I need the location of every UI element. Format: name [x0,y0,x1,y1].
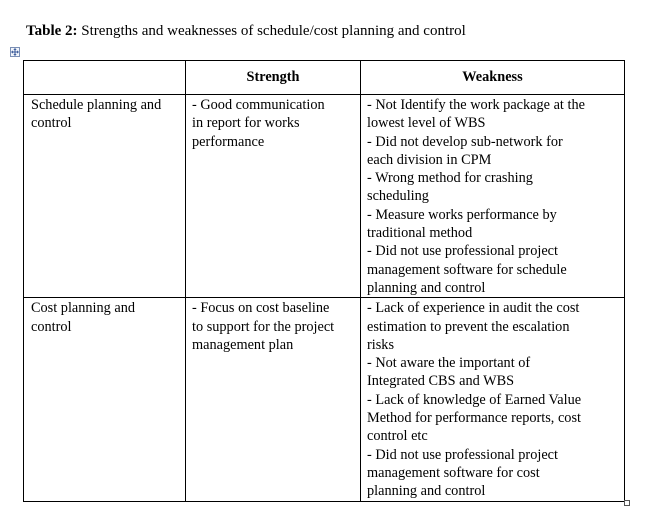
cell-line: scheduling [367,188,429,205]
cell-line: Integrated CBS and WBS [367,373,515,390]
table-row [24,298,625,501]
cell-line: management software for cost [367,464,540,481]
cell-line: - Good communication [192,97,325,113]
cell-line: in report for works [192,115,300,132]
cell-line: - Did not use professional project [367,446,558,463]
cell-line: traditional method [367,225,473,242]
cell-line: - Focus on cost baseline [192,300,330,317]
caption-label: Table 2: [26,23,78,39]
cell-line: - Lack of knowledge of Earned Value [367,391,582,408]
table-caption [26,22,466,40]
cell-line: planning and control [367,279,486,296]
caption-text: Strengths and weaknesses of schedule/cost planning and control [77,23,466,39]
cell-line: planning and control [367,483,486,500]
cell-line: performance [192,133,265,150]
table-row [24,95,625,298]
table-resize-handle-icon[interactable] [624,500,630,506]
row-strength-cell [186,298,361,501]
table-move-handle-icon[interactable] [10,47,20,57]
cell-line: - Not aware the important of [367,355,531,372]
cell-line: - Lack of experience in audit the cost [367,300,580,317]
cell-line: Method for performance reports, cost [367,410,581,427]
cell-line: lowest level of WBS [367,115,486,132]
header-category [24,61,186,95]
strengths-weaknesses-table [23,60,625,502]
header-row [24,61,625,95]
cell-line: Cost planning and [31,300,136,317]
cell-line: - Measure works performance by [367,206,557,223]
cell-line: - Not Identify the work package at the [367,97,585,113]
cell-line: control [31,115,72,132]
row-weakness-cell [361,95,625,298]
header-strength: Strength [186,61,361,95]
cell-line: - Did not develop sub-network for [367,133,563,150]
cell-line: - Did not use professional project [367,243,558,260]
header-weakness: Weakness [361,61,625,95]
cell-line: management plan [192,336,294,353]
cell-line: to support for the project [192,318,335,335]
cell-line: management software for schedule [367,261,567,278]
cell-line: each division in CPM [367,151,492,168]
row-strength-cell [186,95,361,298]
cell-line: control etc [367,428,428,445]
cell-line: estimation to prevent the escalation [367,318,570,335]
cell-line: Schedule planning and [31,97,162,113]
row-weakness-cell [361,298,625,501]
cell-line: risks [367,336,395,353]
cell-line: - Wrong method for crashing [367,170,533,187]
row-category-cell [24,298,186,501]
row-category-cell [24,95,186,298]
cell-line: control [31,318,72,335]
